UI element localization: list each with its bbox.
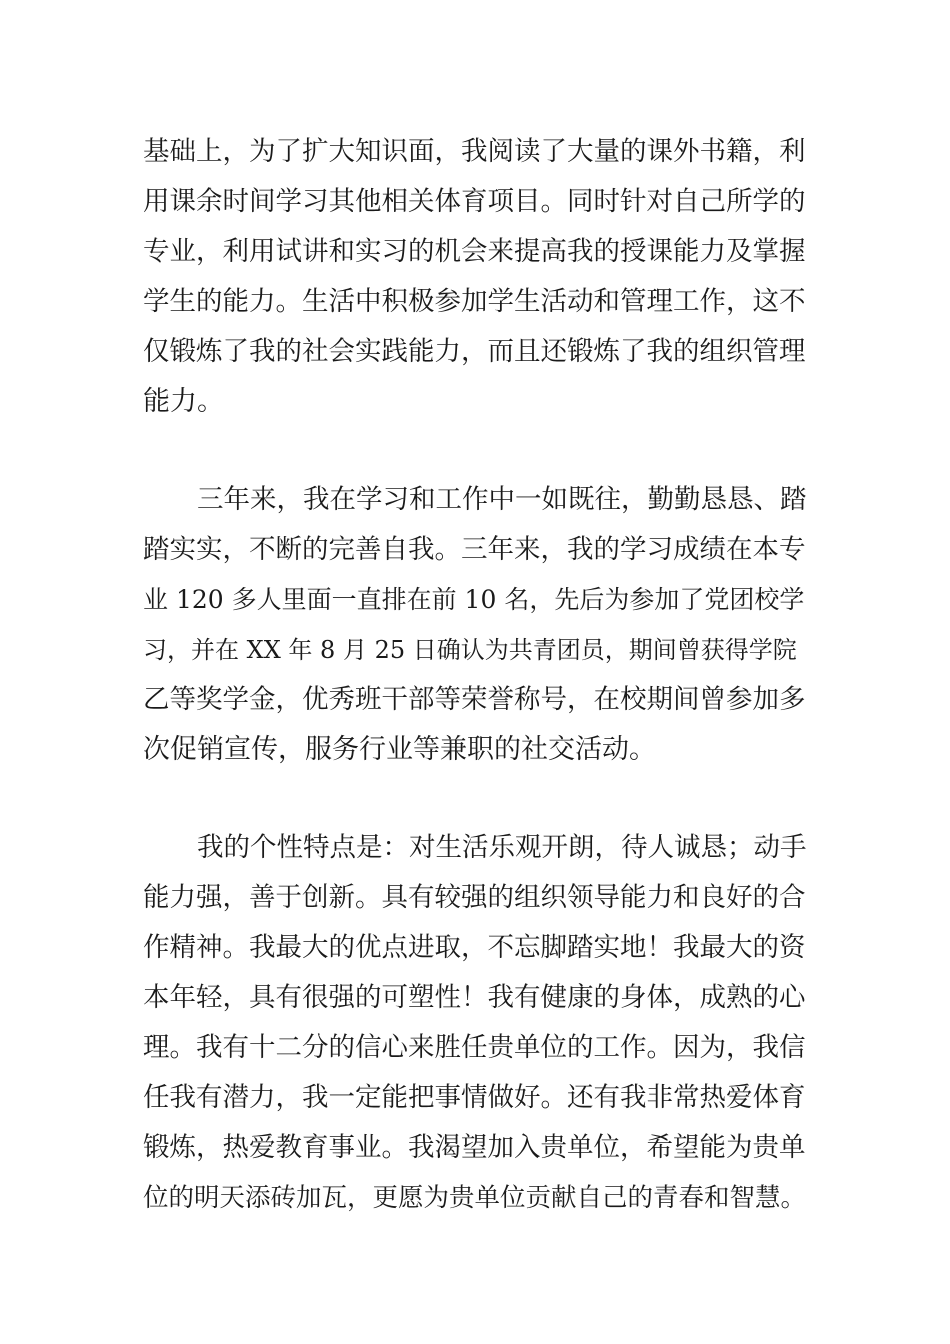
paragraph-3-line-8: 位的明天添砖加瓦，更愿为贵单位贡献自己的青春和智慧。 bbox=[143, 1183, 807, 1213]
paragraph-3-line-7: 锻炼，热爱教育事业。我渴望加入贵单位，希望能为贵单 bbox=[143, 1132, 806, 1163]
paragraph-3-line-1: 我的个性特点是：对生活乐观开朗，待人诚恳；动手 bbox=[197, 832, 807, 863]
paragraph-1-line-5: 仅锻炼了我的社会实践能力，而且还锻炼了我的组织管理 bbox=[143, 336, 806, 367]
paragraph-3-line-6: 任我有潜力，我一定能把事情做好。还有我非常热爱体育 bbox=[143, 1082, 806, 1113]
paragraph-1-line-1: 基础上，为了扩大知识面，我阅读了大量的课外书籍，利 bbox=[143, 136, 806, 167]
paragraph-3-line-3: 作精神。我最大的优点进取，不忘脚踏实地！我最大的资 bbox=[143, 932, 806, 963]
paragraph-1-line-4: 学生的能力。生活中积极参加学生活动和管理工作，这不 bbox=[143, 286, 806, 317]
paragraph-1-line-2: 用课余时间学习其他相关体育项目。同时针对自己所学的 bbox=[143, 186, 806, 217]
paragraph-2-line-5: 乙等奖学金，优秀班干部等荣誉称号，在校期间曾参加多 bbox=[143, 684, 806, 715]
paragraph-3-line-2: 能力强，善于创新。具有较强的组织领导能力和良好的合 bbox=[143, 882, 806, 913]
paragraph-1-line-3: 专业，利用试讲和实习的机会来提高我的授课能力及掌握 bbox=[143, 236, 806, 267]
paragraph-2-line-4: 习，并在 XX 年 8 月 25 日确认为共青团员，期间曾获得学院 bbox=[143, 636, 797, 664]
paragraph-2-line-6: 次促销宣传，服务行业等兼职的社交活动。 bbox=[143, 734, 656, 765]
paragraph-3-line-5: 理。我有十二分的信心来胜任贵单位的工作。因为，我信 bbox=[143, 1032, 806, 1063]
paragraph-2-line-3: 业 120 多人里面一直排在前 10 名，先后为参加了党团校学 bbox=[143, 585, 805, 614]
paragraph-1-line-6: 能力。 bbox=[143, 386, 224, 417]
paragraph-2-line-1: 三年来，我在学习和工作中一如既往，勤勤恳恳、踏 bbox=[197, 484, 807, 515]
paragraph-2-line-2: 踏实实，不断的完善自我。三年来，我的学习成绩在本专 bbox=[143, 534, 806, 565]
paragraph-3-line-4: 本年轻，具有很强的可塑性！我有健康的身体，成熟的心 bbox=[143, 982, 806, 1013]
